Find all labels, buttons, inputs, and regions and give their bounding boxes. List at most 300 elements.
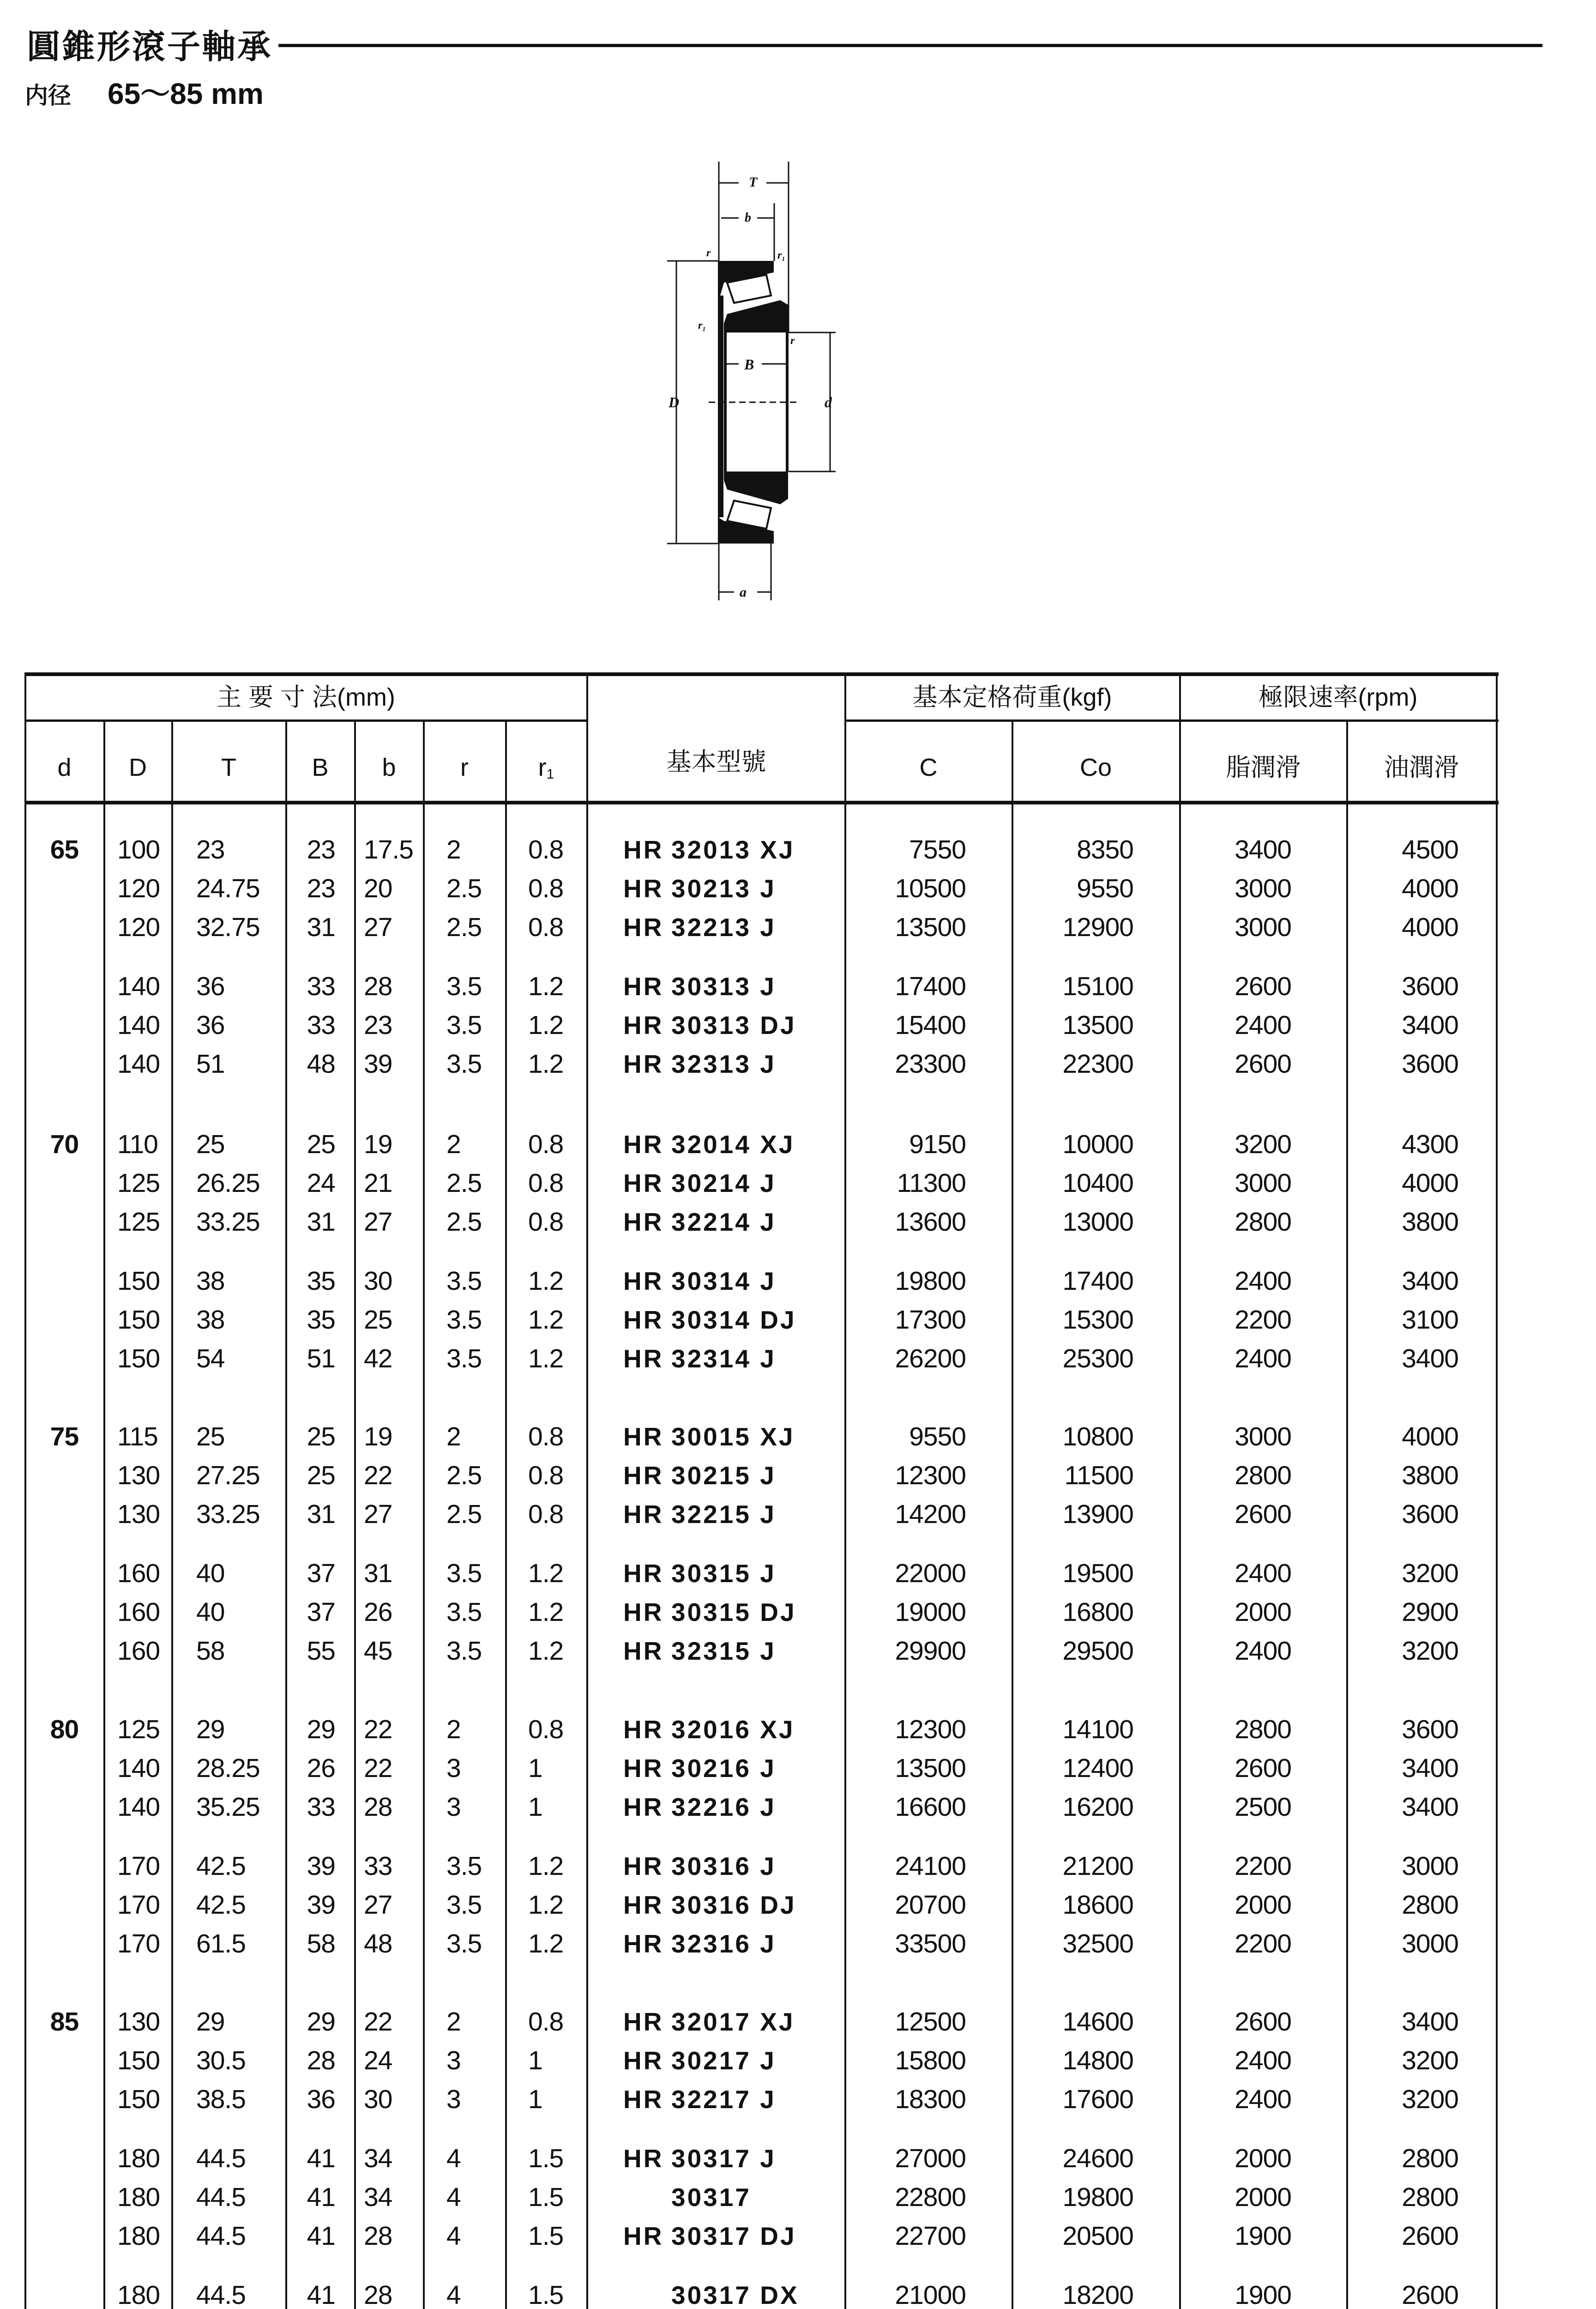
- cell-grease: 3000: [1235, 1168, 1291, 1198]
- model-prefix: HR: [623, 1929, 664, 1958]
- col-divider: [1179, 672, 1181, 2309]
- cell-oil: 3600: [1402, 972, 1458, 1001]
- header-dimensions: 主 要 寸 法(mm): [217, 683, 395, 711]
- cell-D: 160: [117, 1636, 160, 1666]
- model-code: 30313 DJ: [671, 1011, 796, 1040]
- cell-r1: 0.8: [528, 2007, 564, 2037]
- cell-r: 2: [446, 835, 461, 864]
- bore-diameter-d: 75: [50, 1422, 79, 1451]
- cell-r1: 1.2: [528, 1049, 564, 1079]
- model-number: [623, 1792, 776, 1822]
- cell-grease: 3000: [1235, 913, 1291, 942]
- cell-T: 25: [196, 1130, 225, 1159]
- model-prefix: HR: [623, 1169, 664, 1197]
- cell-B: 35: [307, 1266, 335, 1296]
- col-divider: [1346, 720, 1348, 2309]
- cell-b: 24: [364, 2046, 392, 2075]
- model-code: 30317: [671, 2183, 751, 2212]
- cell-oil: 4500: [1402, 835, 1458, 864]
- model-prefix: HR: [623, 1500, 664, 1529]
- cell-grease: 2000: [1235, 1597, 1291, 1627]
- cell-Co: 24600: [1062, 2144, 1133, 2173]
- cell-Co: 18600: [1062, 1890, 1133, 1920]
- model-prefix: HR: [623, 1637, 664, 1665]
- cell-T: 44.5: [196, 2182, 246, 2212]
- cell-Co: 19800: [1062, 2182, 1133, 2212]
- cell-B: 25: [307, 1130, 335, 1159]
- svg-text:r: r: [706, 247, 711, 259]
- model-prefix: HR: [623, 1011, 664, 1040]
- cell-B: 33: [307, 1792, 335, 1822]
- col-divider: [423, 720, 425, 2309]
- model-code: 32217 J: [671, 2085, 776, 2114]
- model-prefix: HR: [623, 1559, 664, 1588]
- model-number: [623, 1929, 776, 1958]
- col-header-D: D: [129, 754, 147, 781]
- cell-r: 4: [446, 2144, 461, 2173]
- cell-D: 170: [117, 1890, 160, 1920]
- cell-b: 45: [364, 1636, 392, 1666]
- cell-C: 22800: [895, 2182, 966, 2212]
- model-number: [623, 913, 776, 942]
- cell-r: 3: [446, 1753, 461, 1783]
- cell-Co: 29500: [1062, 1636, 1133, 1666]
- cell-r1: 1: [528, 1792, 542, 1822]
- cell-b: 22: [364, 1715, 392, 1744]
- cell-B: 25: [307, 1461, 335, 1490]
- cell-T: 33.25: [196, 1499, 260, 1529]
- cell-D: 180: [117, 2280, 160, 2309]
- model-number: [623, 1130, 795, 1159]
- col-divider: [103, 720, 105, 2309]
- cell-b: 19: [364, 1422, 392, 1451]
- model-prefix: HR: [623, 2222, 664, 2250]
- cell-Co: 32500: [1062, 1929, 1133, 1958]
- cell-T: 40: [196, 1597, 225, 1627]
- cell-grease: 3000: [1235, 1422, 1291, 1451]
- cell-b: 19: [364, 1130, 392, 1159]
- col-header-oil: 油潤滑: [1384, 754, 1459, 781]
- model-prefix: HR: [623, 874, 664, 903]
- cell-D: 140: [117, 1049, 160, 1079]
- cell-C: 12500: [895, 2007, 966, 2037]
- col-header-r: r: [460, 754, 469, 781]
- cell-grease: 2000: [1235, 2144, 1291, 2173]
- cell-Co: 20500: [1062, 2221, 1133, 2251]
- svg-text:b: b: [745, 211, 751, 225]
- cell-r: 4: [446, 2221, 461, 2251]
- col-divider: [1012, 720, 1013, 2309]
- cell-Co: 12900: [1062, 913, 1133, 942]
- cell-B: 31: [307, 913, 335, 942]
- cell-grease: 2400: [1235, 2046, 1291, 2075]
- cell-grease: 2200: [1235, 1851, 1291, 1881]
- cell-B: 23: [307, 874, 335, 903]
- cell-B: 37: [307, 1597, 335, 1627]
- cell-r1: 1.5: [528, 2144, 564, 2173]
- cell-oil: 3400: [1402, 1792, 1458, 1822]
- cell-B: 33: [307, 1010, 335, 1040]
- cell-b: 34: [364, 2144, 392, 2173]
- col-header-d: d: [57, 754, 72, 781]
- bore-label: 内径: [25, 83, 71, 109]
- cell-r: 3.5: [446, 1344, 482, 1373]
- cell-C: 9150: [909, 1130, 966, 1159]
- cell-b: 22: [364, 1753, 392, 1783]
- cell-D: 140: [117, 972, 160, 1001]
- cell-r: 2.5: [446, 874, 482, 903]
- cell-r: 3.5: [446, 1636, 482, 1666]
- model-number: [623, 1049, 776, 1079]
- cell-T: 51: [196, 1049, 225, 1079]
- cell-b: 27: [364, 1890, 392, 1920]
- cell-b: 27: [364, 1207, 392, 1237]
- bore-diameter-d: 70: [50, 1130, 79, 1159]
- cell-B: 23: [307, 835, 335, 864]
- cell-B: 35: [307, 1305, 335, 1335]
- cell-r1: 0.8: [528, 874, 564, 903]
- cell-grease: 2600: [1235, 972, 1291, 1001]
- model-code: 30213 J: [671, 874, 776, 903]
- cell-D: 120: [117, 874, 160, 903]
- header-divider-dims: [25, 719, 588, 722]
- cell-Co: 10000: [1062, 1130, 1133, 1159]
- cell-Co: 19500: [1062, 1559, 1133, 1588]
- cell-T: 28.25: [196, 1753, 260, 1783]
- cell-grease: 2400: [1235, 2085, 1291, 2114]
- cell-r1: 1.2: [528, 1344, 564, 1373]
- model-prefix: HR: [623, 1267, 664, 1295]
- cell-T: 33.25: [196, 1207, 260, 1237]
- model-prefix: HR: [623, 1208, 664, 1236]
- cell-b: 30: [364, 1266, 392, 1296]
- model-number: [623, 2085, 776, 2114]
- cell-D: 160: [117, 1559, 160, 1588]
- cell-b: 22: [364, 2007, 392, 2037]
- svg-text:r1: $r_1$: [698, 320, 706, 333]
- cell-C: 21000: [895, 2280, 966, 2309]
- model-number: [623, 1597, 796, 1627]
- cell-T: 58: [196, 1636, 225, 1666]
- cell-C: 23300: [895, 1049, 966, 1079]
- cell-r1: 0.8: [528, 1207, 564, 1237]
- cell-C: 9550: [909, 1422, 966, 1451]
- bore-diameter-d: 65: [50, 835, 79, 864]
- model-code: 30317 DX: [671, 2281, 799, 2309]
- model-number: [623, 1422, 795, 1451]
- model-code: 30217 J: [671, 2046, 776, 2075]
- cell-C: 29900: [895, 1636, 966, 1666]
- cell-b: 27: [364, 1499, 392, 1529]
- cell-r: 2: [446, 1422, 461, 1451]
- model-code: 30316 J: [671, 1852, 776, 1880]
- cell-C: 12300: [895, 1461, 966, 1490]
- svg-text:B: B: [744, 356, 754, 373]
- cell-Co: 8350: [1077, 835, 1133, 864]
- cell-Co: 14800: [1062, 2046, 1133, 2075]
- cell-D: 130: [117, 1499, 160, 1529]
- cell-r1: 1: [528, 2085, 542, 2114]
- model-number: [623, 1636, 776, 1666]
- cell-B: 33: [307, 972, 335, 1001]
- cell-Co: 13500: [1062, 1010, 1133, 1040]
- svg-text:a: a: [740, 585, 747, 600]
- cell-T: 29: [196, 1715, 225, 1744]
- cell-r: 3: [446, 2085, 461, 2114]
- cell-T: 40: [196, 1559, 225, 1588]
- model-number: [623, 2280, 799, 2309]
- cell-r1: 1.2: [528, 1597, 564, 1627]
- cell-r: 4: [446, 2182, 461, 2212]
- cell-b: 27: [364, 913, 392, 942]
- model-prefix: HR: [623, 1754, 664, 1783]
- bore-diameter-d: 85: [50, 2007, 79, 2037]
- model-prefix: HR: [623, 1344, 664, 1373]
- svg-text:r1: $r_1$: [777, 249, 785, 263]
- cell-B: 51: [307, 1344, 335, 1373]
- model-prefix: HR: [623, 2007, 664, 2036]
- model-prefix: HR: [623, 835, 664, 864]
- cell-B: 58: [307, 1929, 335, 1958]
- cell-b: 20: [364, 874, 392, 903]
- cell-Co: 13900: [1062, 1499, 1133, 1529]
- model-code: 30316 DJ: [671, 1891, 796, 1919]
- cell-oil: 4000: [1402, 1168, 1458, 1198]
- cell-Co: 11500: [1064, 1461, 1133, 1490]
- cell-oil: 4000: [1402, 913, 1458, 942]
- col-header-B: B: [312, 754, 329, 781]
- model-code: 32014 XJ: [671, 1130, 795, 1159]
- cell-b: 31: [364, 1559, 392, 1588]
- cell-r1: 0.8: [528, 1422, 564, 1451]
- cell-T: 36: [196, 1010, 225, 1040]
- cell-oil: 3800: [1402, 1461, 1458, 1490]
- cell-B: 24: [307, 1168, 335, 1198]
- cell-r1: 1.2: [528, 1851, 564, 1881]
- cell-b: 30: [364, 2085, 392, 2114]
- cell-C: 18300: [895, 2085, 966, 2114]
- cell-oil: 2800: [1402, 1890, 1458, 1920]
- cell-grease: 2400: [1235, 1344, 1291, 1373]
- model-number: [623, 2182, 751, 2212]
- cell-b: 22: [364, 1461, 392, 1490]
- cell-C: 13500: [895, 913, 966, 942]
- model-number: [623, 1461, 776, 1490]
- cell-T: 36: [196, 972, 225, 1001]
- cell-r1: 1.2: [528, 1559, 564, 1588]
- model-number: [623, 1344, 776, 1373]
- cell-r: 3.5: [446, 1929, 482, 1958]
- col-header-r1: $r_1$: [538, 754, 554, 782]
- cell-D: 110: [117, 1130, 158, 1159]
- cell-C: 14200: [895, 1499, 966, 1529]
- cell-r: 2: [446, 1715, 461, 1744]
- cell-C: 24100: [895, 1851, 966, 1881]
- cell-grease: 2200: [1235, 1929, 1291, 1958]
- cell-r1: 1.2: [528, 1636, 564, 1666]
- bore-diameter-d: 80: [50, 1715, 79, 1744]
- cell-C: 22700: [895, 2221, 966, 2251]
- cell-oil: 3100: [1402, 1305, 1458, 1335]
- cell-B: 36: [307, 2085, 335, 2114]
- cell-r1: 1.5: [528, 2182, 564, 2212]
- model-code: 32016 XJ: [671, 1715, 795, 1744]
- cell-B: 29: [307, 2007, 335, 2037]
- cell-oil: 2900: [1402, 1597, 1458, 1627]
- cell-grease: 1900: [1235, 2221, 1291, 2251]
- cell-Co: 18200: [1062, 2280, 1133, 2309]
- cell-B: 26: [307, 1753, 335, 1783]
- cell-oil: 3200: [1402, 2085, 1458, 2114]
- cell-T: 44.5: [196, 2221, 246, 2251]
- cell-r: 3.5: [446, 1597, 482, 1627]
- cell-r: 2.5: [446, 1207, 482, 1237]
- cell-Co: 10400: [1062, 1168, 1133, 1198]
- cell-b: 33: [364, 1851, 392, 1881]
- model-prefix: HR: [623, 1598, 664, 1626]
- cell-b: 28: [364, 2280, 392, 2309]
- model-number: [623, 1890, 796, 1920]
- cell-B: 48: [307, 1049, 335, 1079]
- model-prefix: HR: [623, 1050, 664, 1078]
- model-number: [623, 972, 776, 1001]
- cell-oil: 3800: [1402, 1207, 1458, 1237]
- cell-r1: 0.8: [528, 1715, 564, 1744]
- cell-C: 10500: [895, 874, 966, 903]
- cell-D: 170: [117, 1929, 160, 1958]
- cell-B: 55: [307, 1636, 335, 1666]
- cell-B: 41: [307, 2221, 335, 2251]
- cell-T: 42.5: [196, 1890, 246, 1920]
- model-number: [623, 1499, 776, 1529]
- cell-r1: 0.8: [528, 1168, 564, 1198]
- cell-T: 23: [196, 835, 225, 864]
- model-number: [623, 1559, 776, 1588]
- cell-grease: 2800: [1235, 1461, 1291, 1490]
- cell-grease: 2600: [1235, 1049, 1291, 1079]
- cell-oil: 3400: [1402, 2007, 1458, 2037]
- bore-range: 65～85 mm: [108, 77, 264, 110]
- cell-b: 48: [364, 1929, 392, 1958]
- model-prefix: HR: [623, 1852, 664, 1880]
- header-model: 基本型號: [666, 748, 766, 776]
- col-divider: [171, 720, 173, 2309]
- cell-r1: 1.5: [528, 2280, 564, 2309]
- cell-r1: 0.8: [528, 1130, 564, 1159]
- cell-b: 23: [364, 1010, 392, 1040]
- cell-grease: 2000: [1235, 1890, 1291, 1920]
- model-prefix: HR: [623, 1306, 664, 1334]
- model-code: 32017 XJ: [671, 2007, 795, 2036]
- col-divider: [505, 720, 507, 2309]
- cell-b: 42: [364, 1344, 392, 1373]
- cell-C: 20700: [895, 1890, 966, 1920]
- cell-oil: 3400: [1402, 1010, 1458, 1040]
- cell-D: 150: [117, 1305, 160, 1335]
- title-rule: [278, 44, 1542, 47]
- cell-oil: 3400: [1402, 1266, 1458, 1296]
- cell-grease: 2600: [1235, 1753, 1291, 1783]
- table-top-border: [25, 672, 1499, 676]
- cell-Co: 22300: [1062, 1049, 1133, 1079]
- cell-Co: 25300: [1062, 1344, 1133, 1373]
- cell-r1: 1.2: [528, 1010, 564, 1040]
- cell-C: 33500: [895, 1929, 966, 1958]
- cell-C: 15800: [895, 2046, 966, 2075]
- cell-grease: 2400: [1235, 1559, 1291, 1588]
- cell-oil: 3600: [1402, 1715, 1458, 1744]
- cell-Co: 13000: [1062, 1207, 1133, 1237]
- cell-r: 3.5: [446, 1010, 482, 1040]
- cell-grease: 2800: [1235, 1207, 1291, 1237]
- cell-T: 25: [196, 1422, 225, 1451]
- model-prefix: HR: [623, 1130, 664, 1159]
- cell-B: 28: [307, 2046, 335, 2075]
- cell-r1: 1.2: [528, 1266, 564, 1296]
- cell-B: 41: [307, 2280, 335, 2309]
- cell-B: 41: [307, 2144, 335, 2173]
- cell-Co: 14100: [1062, 1715, 1133, 1744]
- cell-b: 21: [364, 1168, 392, 1198]
- header-bottom-border: [25, 801, 1499, 804]
- model-number: [623, 1207, 776, 1237]
- cell-D: 130: [117, 2007, 160, 2037]
- cell-r1: 0.8: [528, 913, 564, 942]
- model-number: [623, 1168, 776, 1198]
- model-prefix: HR: [623, 2046, 664, 2075]
- cell-oil: 3600: [1402, 1499, 1458, 1529]
- cell-r: 2: [446, 2007, 461, 2037]
- cell-b: 28: [364, 1792, 392, 1822]
- cell-D: 150: [117, 2085, 160, 2114]
- cell-D: 100: [117, 835, 160, 864]
- cell-T: 44.5: [196, 2280, 246, 2309]
- cell-T: 54: [196, 1344, 225, 1373]
- model-code: 32213 J: [671, 913, 776, 942]
- model-number: [623, 2046, 776, 2075]
- cell-Co: 21200: [1062, 1851, 1133, 1881]
- cell-grease: 2800: [1235, 1715, 1291, 1744]
- cell-C: 17400: [895, 972, 966, 1001]
- cell-Co: 9550: [1077, 874, 1133, 903]
- cell-r: 3.5: [446, 1266, 482, 1296]
- cell-r1: 1.2: [528, 1929, 564, 1958]
- cell-r1: 1.2: [528, 1890, 564, 1920]
- cell-D: 150: [117, 1266, 160, 1296]
- cell-r1: 0.8: [528, 835, 564, 864]
- cell-r1: 1.2: [528, 972, 564, 1001]
- cell-r: 3.5: [446, 1305, 482, 1335]
- svg-text:r: r: [790, 335, 795, 347]
- cell-grease: 2600: [1235, 2007, 1291, 2037]
- model-number: [623, 1010, 796, 1040]
- col-divider: [586, 672, 588, 2309]
- cell-r1: 1: [528, 1753, 542, 1783]
- cell-D: 115: [117, 1422, 158, 1451]
- header-load-rating: 基本定格荷重(kgf): [912, 683, 1112, 711]
- model-code: 30216 J: [671, 1754, 776, 1783]
- cell-Co: 15100: [1062, 972, 1133, 1001]
- model-prefix: HR: [623, 972, 664, 1001]
- model-number: [623, 1266, 776, 1296]
- cell-T: 27.25: [196, 1461, 260, 1490]
- model-prefix: HR: [623, 1422, 664, 1451]
- cell-r: 2.5: [446, 1168, 482, 1198]
- cell-T: 24.75: [196, 874, 260, 903]
- model-number: [623, 2221, 796, 2251]
- model-code: 30317 J: [671, 2144, 776, 2173]
- cell-D: 170: [117, 1851, 160, 1881]
